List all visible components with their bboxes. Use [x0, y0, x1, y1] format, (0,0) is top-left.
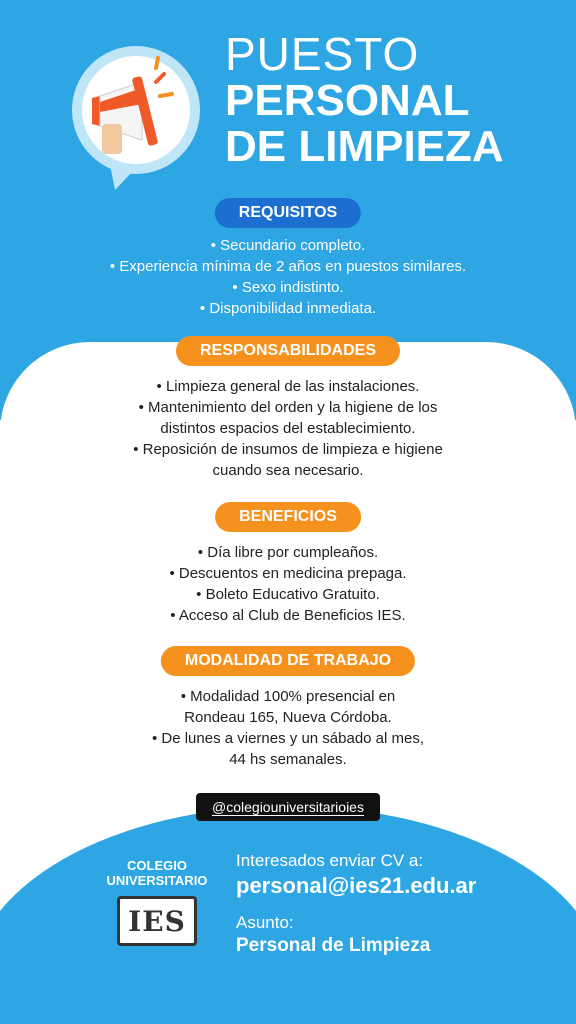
social-handle-text: @colegiouniversitarioies — [212, 799, 364, 815]
title-line-2: PERSONAL — [225, 76, 470, 125]
social-handle-link[interactable] — [196, 793, 380, 821]
list-item: distintos espacios del establecimiento. — [160, 420, 416, 437]
list-item: • Descuentos en medicina prepaga. — [169, 565, 407, 582]
contact-email[interactable]: personal@ies21.edu.ar — [236, 873, 477, 898]
list-item: • Experiencia mínima de 2 años en puestos similares. — [109, 258, 467, 275]
megaphone-icon — [70, 40, 210, 190]
list-item: • Día libre por cumpleaños. — [197, 544, 379, 561]
list-item: • Mantenimiento del orden y la higiene de los — [138, 399, 438, 416]
list-item: cuando sea necesario. — [212, 462, 364, 479]
requisitos-badge: REQUISITOS — [215, 198, 361, 228]
list-item: Rondeau 165, Nueva Córdoba. — [184, 709, 392, 726]
logo-mark-text: IES — [128, 904, 186, 938]
logo-line-2: UNIVERSITARIO — [106, 873, 208, 888]
modalidad-badge: MODALIDAD DE TRABAJO — [161, 646, 415, 676]
list-item: • Acceso al Club de Beneficios IES. — [170, 607, 406, 624]
subject-value: Personal de Limpieza — [236, 935, 431, 956]
title-line-3: DE LIMPIEZA — [225, 122, 504, 171]
ies-logo — [92, 858, 222, 946]
responsabilidades-badge: RESPONSABILIDADES — [176, 336, 400, 366]
contact-block — [236, 850, 476, 958]
list-item: • Limpieza general de las instalaciones. — [156, 378, 420, 395]
list-item: 44 hs semanales. — [229, 751, 347, 768]
title-line-1: PUESTO — [225, 28, 420, 80]
requisitos-list — [0, 235, 576, 319]
subject-label: Asunto: — [236, 913, 294, 932]
list-item: • Disponibilidad inmediata. — [199, 300, 377, 317]
logo-line-1: COLEGIO — [127, 858, 187, 873]
list-item: • Boleto Educativo Gratuito. — [196, 586, 380, 603]
logo-mark — [117, 896, 197, 946]
list-item: • De lunes a viernes y un sábado al mes, — [151, 730, 425, 747]
list-item: • Sexo indistinto. — [232, 279, 344, 296]
beneficios-list — [0, 542, 576, 626]
list-item: • Secundario completo. — [210, 237, 366, 254]
contact-label: Interesados enviar CV a: — [236, 851, 424, 870]
list-item: • Modalidad 100% presencial en — [180, 688, 396, 705]
modalidad-list — [0, 686, 576, 770]
list-item: • Reposición de insumos de limpieza e higiene — [133, 441, 443, 458]
beneficios-badge: BENEFICIOS — [215, 502, 361, 532]
responsabilidades-list — [0, 376, 576, 481]
page-title — [225, 30, 504, 170]
